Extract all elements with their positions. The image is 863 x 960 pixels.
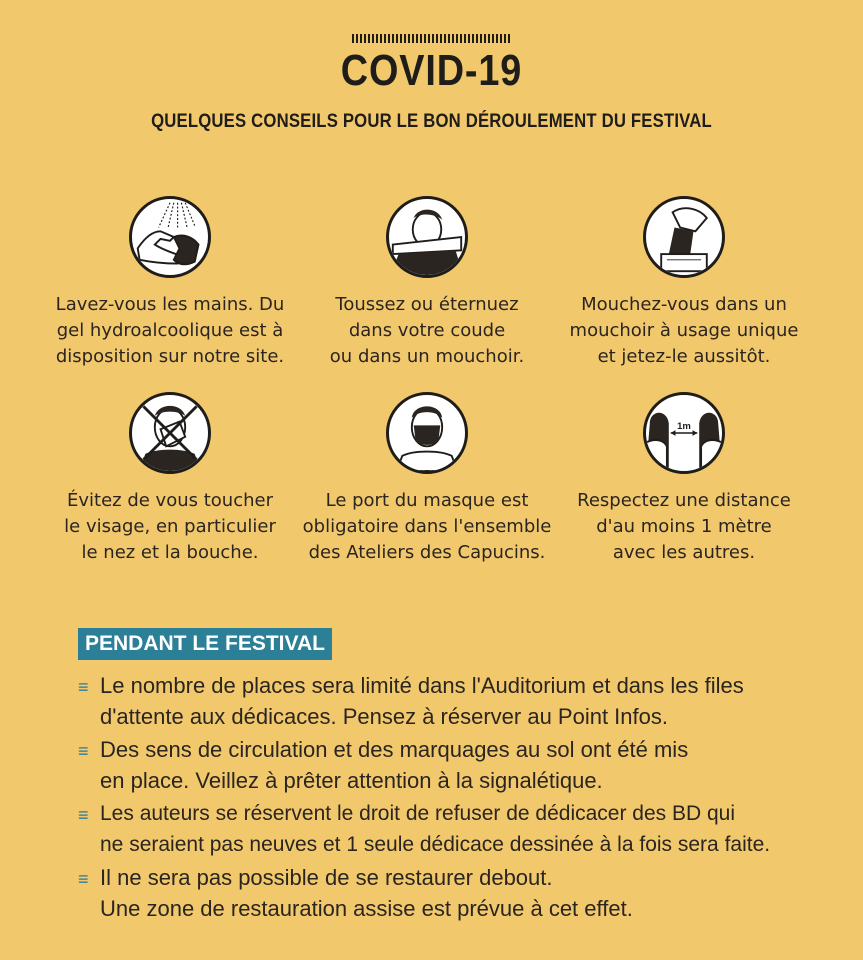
tip-text: Mouchez-vous dans un mouchoir à usage unique et jetez-le aussitôt.: [569, 294, 799, 367]
header: [0, 34, 863, 133]
face-mask-icon: [386, 392, 468, 474]
tip-tissue: [539, 196, 829, 370]
list-item: [78, 734, 838, 796]
title-decoration: [352, 34, 512, 43]
bullet-icon: ≡: [78, 677, 89, 697]
tip-distance: [539, 392, 829, 566]
tissue-icon: [643, 196, 725, 278]
page-subtitle: QUELQUES CONSEILS POUR LE BON DÉROULEMENT DU FESTIVAL: [151, 111, 712, 132]
tip-face-mask: [282, 392, 572, 566]
list-item-text: Le nombre de places sera limité dans l'Auditorium et dans les files d'attente aux dédicaces. Pensez à réserver au Point Infos.: [100, 673, 744, 729]
list-item: [78, 670, 838, 732]
distance-label: 1m: [677, 421, 691, 433]
page-title: COVID-19: [340, 46, 523, 95]
tip-text: Évitez de vous toucher le visage, en particulier le nez et la bouche.: [64, 490, 276, 563]
bullet-icon: ≡: [78, 805, 89, 825]
festival-rules-list: [78, 670, 838, 924]
bullet-icon: ≡: [78, 869, 89, 889]
list-item-text: Les auteurs se réservent le droit de refuser de dédicacer des BD qui ne seraient pas neuves et 1 seule dédicace dessinée à la fois sera faite.: [100, 802, 771, 856]
no-face-touch-icon: [129, 392, 211, 474]
tip-hand-washing: [25, 196, 315, 370]
tip-text: Toussez ou éternuez dans votre coude ou dans un mouchoir.: [329, 294, 525, 367]
tip-text: Respectez une distance d'au moins 1 mètre avec les autres.: [577, 490, 791, 563]
list-item: [78, 862, 838, 924]
hand-washing-icon: [129, 196, 211, 278]
list-item-text: Des sens de circulation et des marquages au sol ont été mis en place. Veillez à prêter attention à la signalétique.: [100, 737, 689, 793]
tip-cough-elbow: [282, 196, 572, 370]
tip-text: Lavez-vous les mains. Du gel hydroalcoolique est à disposition sur notre site.: [55, 294, 285, 367]
list-item: [78, 798, 838, 860]
tip-text: Le port du masque est obligatoire dans l'ensemble des Ateliers des Capucins.: [302, 490, 552, 563]
list-item-text: Il ne sera pas possible de se restaurer debout. Une zone de restauration assise est prévue à cet effet.: [100, 865, 633, 921]
cough-elbow-icon: [386, 196, 468, 278]
distance-icon: [643, 392, 725, 474]
bullet-icon: ≡: [78, 741, 89, 761]
tip-no-face-touch: [25, 392, 315, 566]
festival-section: [78, 628, 838, 926]
section-title: PENDANT LE FESTIVAL: [78, 628, 332, 660]
